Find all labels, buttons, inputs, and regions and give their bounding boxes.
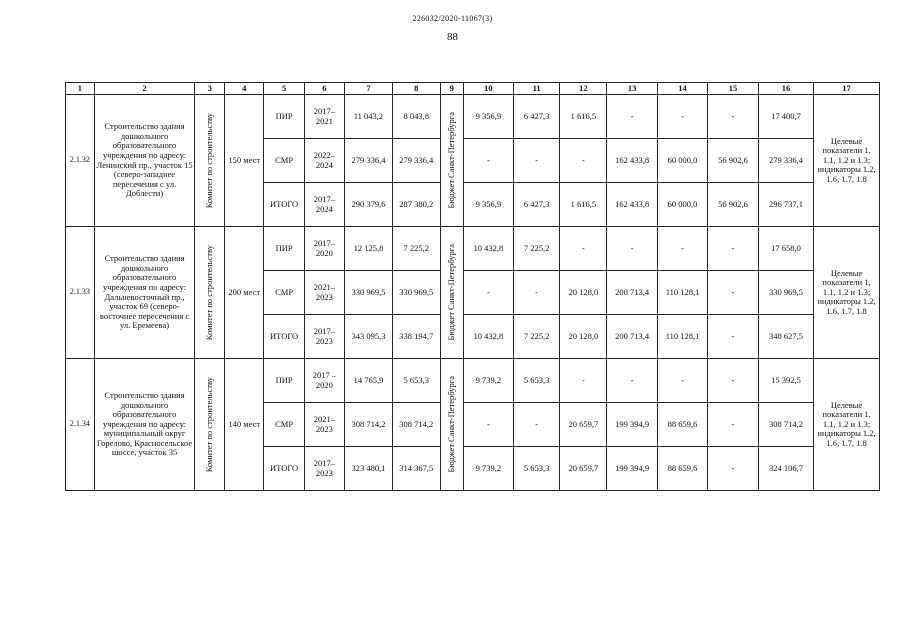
funding-cell-text: Бюджет Санкт-Петербурга (445, 244, 456, 341)
value-cell: - (707, 95, 758, 139)
value-cell: 324 106,7 (758, 447, 813, 491)
customer-cell (195, 95, 225, 227)
value-cell: 20 128,0 (560, 315, 607, 359)
value-cell: 10 432,8 (463, 315, 513, 359)
work-kind: СМР (264, 139, 304, 183)
item-code: 2.1.32 (66, 95, 95, 227)
header-row (66, 83, 880, 95)
column-header: 10 (463, 83, 513, 95)
value-cell: - (707, 403, 758, 447)
column-header: 6 (304, 83, 344, 95)
value-cell: - (707, 447, 758, 491)
value-cell: - (463, 271, 513, 315)
value-cell: 162 433,8 (607, 139, 658, 183)
column-header: 1 (66, 83, 95, 95)
column-header: 13 (607, 83, 658, 95)
work-kind: ПИР (264, 95, 304, 139)
value-cell: 6 427,3 (513, 95, 560, 139)
column-header: 16 (758, 83, 813, 95)
value-cell: 56 902,6 (707, 139, 758, 183)
value-cell: 5 653,3 (513, 359, 560, 403)
value-cell: - (463, 139, 513, 183)
value-cell: 20 659,7 (560, 403, 607, 447)
column-header: 9 (440, 83, 463, 95)
column-header: 5 (264, 83, 304, 95)
item-code: 2.1.34 (66, 359, 95, 491)
value-cell: 110 128,1 (658, 271, 708, 315)
value-cell: - (658, 95, 708, 139)
value-cell: 279 336,4 (758, 139, 813, 183)
value-cell: 338 194,7 (392, 315, 440, 359)
work-kind: ИТОГО (264, 447, 304, 491)
funding-cell-text: Бюджет Санкт-Петербурга (445, 112, 456, 209)
customer-cell-text: Комитет по строительству (204, 376, 215, 473)
value-cell: 290 379,6 (345, 183, 393, 227)
value-cell: 17 400,7 (758, 95, 813, 139)
column-header: 4 (225, 83, 264, 95)
value-cell: - (463, 403, 513, 447)
value-cell: 199 394,9 (607, 403, 658, 447)
period-cell: 2017 – 2020 (304, 359, 344, 403)
value-cell: 330 969,5 (758, 271, 813, 315)
value-cell: - (607, 227, 658, 271)
value-cell: 9 356,9 (463, 183, 513, 227)
value-cell: 17 658,0 (758, 227, 813, 271)
column-header: 7 (345, 83, 393, 95)
value-cell: 287 380,2 (392, 183, 440, 227)
period-cell: 2017–2023 (304, 447, 344, 491)
work-kind: ИТОГО (264, 183, 304, 227)
capacity-cell: 140 мест (225, 359, 264, 491)
column-header: 2 (94, 83, 195, 95)
value-cell: 308 714,2 (345, 403, 393, 447)
period-cell: 2017–2023 (304, 315, 344, 359)
indicators-cell: Целевые показатели 1, 1.1, 1.2 и 1.3; индикаторы 1.2, 1.6, 1.7, 1.8 (814, 227, 880, 359)
value-cell: 323 480,1 (345, 447, 393, 491)
value-cell: 330 969,5 (345, 271, 393, 315)
value-cell: 8 043,8 (392, 95, 440, 139)
column-header: 15 (707, 83, 758, 95)
value-cell: 1 616,5 (560, 183, 607, 227)
value-cell: 343 095,3 (345, 315, 393, 359)
funding-cell (440, 95, 463, 227)
indicators-cell: Целевые показатели 1, 1.1, 1.2 и 1.3; индикаторы 1.2, 1.6, 1.7, 1.8 (814, 95, 880, 227)
value-cell: - (707, 315, 758, 359)
period-cell: 2021–2023 (304, 271, 344, 315)
customer-cell (195, 227, 225, 359)
column-header: 17 (814, 83, 880, 95)
document-id: 226032/2020-11067(3) (412, 14, 493, 23)
column-header: 3 (195, 83, 225, 95)
item-code: 2.1.33 (66, 227, 95, 359)
funding-cell (440, 227, 463, 359)
value-cell: - (707, 227, 758, 271)
value-cell: - (658, 227, 708, 271)
value-cell: 56 902,6 (707, 183, 758, 227)
value-cell: - (560, 359, 607, 403)
value-cell: 88 659,6 (658, 403, 708, 447)
value-cell: 60 000,0 (658, 183, 708, 227)
item-name: Строительство здания дошкольного образовательного учреждения по адресу: Ленинский пр., участок 15 (северо-западнее пересечения с ул. Доблести) (94, 95, 195, 227)
table-row (66, 227, 880, 271)
period-cell: 2017–2021 (304, 95, 344, 139)
value-cell: 6 427,3 (513, 183, 560, 227)
value-cell: - (560, 139, 607, 183)
value-cell: 60 000,0 (658, 139, 708, 183)
value-cell: - (658, 359, 708, 403)
value-cell: 1 616,5 (560, 95, 607, 139)
period-cell: 2017–2024 (304, 183, 344, 227)
page-number: 88 (447, 31, 458, 43)
value-cell: 308 714,2 (392, 403, 440, 447)
value-cell: 308 714,2 (758, 403, 813, 447)
value-cell: 15 392,5 (758, 359, 813, 403)
value-cell: 348 627,5 (758, 315, 813, 359)
capacity-cell: 150 мест (225, 95, 264, 227)
value-cell: 10 432,8 (463, 227, 513, 271)
customer-cell-text: Комитет по строительству (204, 112, 215, 209)
value-cell: 9 739,2 (463, 447, 513, 491)
value-cell: - (607, 359, 658, 403)
work-kind: ПИР (264, 359, 304, 403)
table-body (66, 83, 880, 491)
value-cell: 5 653,3 (392, 359, 440, 403)
value-cell: 7 225,2 (513, 227, 560, 271)
value-cell: 9 739,2 (463, 359, 513, 403)
period-cell: 2022–2024 (304, 139, 344, 183)
value-cell: 12 125,8 (345, 227, 393, 271)
value-cell: 314 367,5 (392, 447, 440, 491)
value-cell: 20 659,7 (560, 447, 607, 491)
item-name: Строительство здания дошкольного образовательного учреждения по адресу: Дальневосточный пр., участок 69 (северо-восточнее пересечения с ул. Еремеева) (94, 227, 195, 359)
value-cell: - (607, 95, 658, 139)
value-cell: - (707, 359, 758, 403)
value-cell: - (513, 271, 560, 315)
value-cell: - (707, 271, 758, 315)
value-cell: 110 128,1 (658, 315, 708, 359)
value-cell: - (513, 403, 560, 447)
program-table (65, 82, 880, 491)
column-header: 11 (513, 83, 560, 95)
period-cell: 2017–2020 (304, 227, 344, 271)
item-name: Строительство здания дошкольного образовательного учреждения по адресу: муниципальный округ Горелово, Красносельское шоссе, участок 35 (94, 359, 195, 491)
work-kind: ПИР (264, 227, 304, 271)
column-header: 8 (392, 83, 440, 95)
capacity-cell: 200 мест (225, 227, 264, 359)
value-cell: 88 659,6 (658, 447, 708, 491)
work-kind: СМР (264, 271, 304, 315)
value-cell: 199 394,9 (607, 447, 658, 491)
value-cell: 14 765,9 (345, 359, 393, 403)
customer-cell (195, 359, 225, 491)
value-cell: 9 356,9 (463, 95, 513, 139)
table-row (66, 359, 880, 403)
value-cell: 162 433,8 (607, 183, 658, 227)
value-cell: - (513, 139, 560, 183)
value-cell: 279 336,4 (345, 139, 393, 183)
column-header: 12 (560, 83, 607, 95)
indicators-cell: Целевые показатели 1, 1.1, 1.2 и 1.3; индикаторы 1.2, 1.6, 1.7, 1.8 (814, 359, 880, 491)
period-cell: 2021–2023 (304, 403, 344, 447)
value-cell: 296 737,1 (758, 183, 813, 227)
value-cell: - (560, 227, 607, 271)
funding-cell (440, 359, 463, 491)
customer-cell-text: Комитет по строительству (204, 244, 215, 341)
value-cell: 330 969,5 (392, 271, 440, 315)
value-cell: 7 225,2 (513, 315, 560, 359)
funding-cell-text: Бюджет Санкт-Петербурга (445, 376, 456, 473)
work-kind: ИТОГО (264, 315, 304, 359)
value-cell: 7 225,2 (392, 227, 440, 271)
value-cell: 11 043,2 (345, 95, 393, 139)
table-row (66, 95, 880, 139)
column-header: 14 (658, 83, 708, 95)
value-cell: 20 128,0 (560, 271, 607, 315)
value-cell: 200 713,4 (607, 315, 658, 359)
value-cell: 200 713,4 (607, 271, 658, 315)
value-cell: 279 336,4 (392, 139, 440, 183)
value-cell: 5 653,3 (513, 447, 560, 491)
work-kind: СМР (264, 403, 304, 447)
